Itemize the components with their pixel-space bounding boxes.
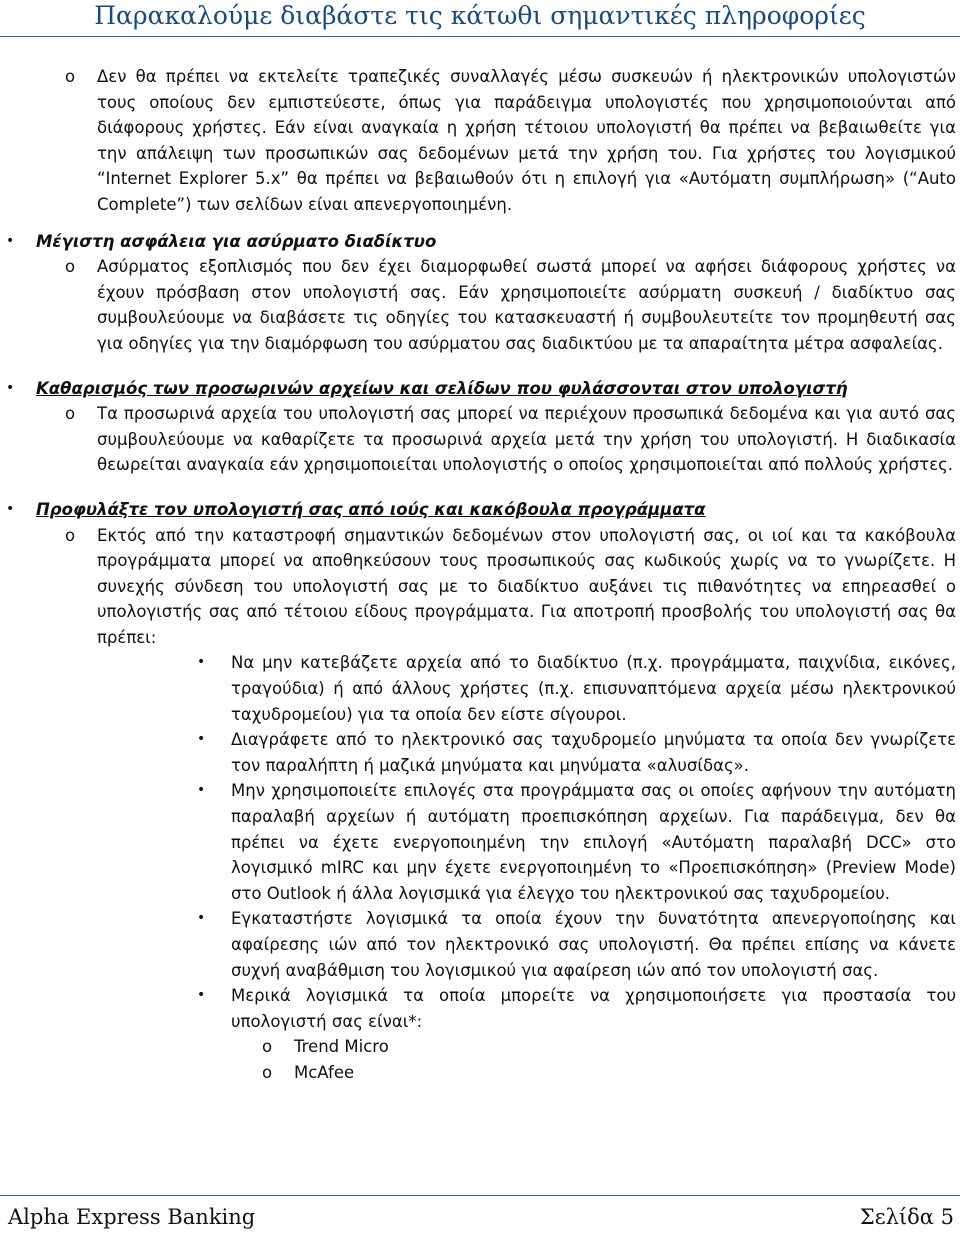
bullet-icon: •: [197, 987, 206, 1004]
section-heading: Μέγιστη ασφάλεια για ασύρματο διαδίκτυο: [36, 231, 437, 251]
vendor-list: [0, 1034, 960, 1085]
list-item: [0, 650, 960, 727]
vendor-name: McAfee: [294, 1062, 355, 1082]
bullet-icon: •: [197, 910, 206, 927]
prevention-list: [0, 650, 960, 1034]
header-divider: [0, 36, 960, 37]
header-title: Παρακαλούμε διαβάστε τις κάτωθι σημαντικές πληροφορίες: [94, 1, 866, 30]
section-wireless: [0, 229, 960, 357]
list-item: [0, 983, 960, 1034]
vendor-item: [0, 1060, 960, 1086]
footer-divider: [0, 1195, 960, 1196]
section-heading: Καθαρισμός των προσωρινών αρχείων και σελίδων που φυλάσσονται στον υπολογιστή: [36, 378, 848, 398]
list-item-text: Μην χρησιμοποιείτε επιλογές στα προγράμματα σας οι οποίες αφήνουν την αυτόματη παραλαβή αρχείων ή αυτόματη προεπισκόπηση αρχείων. Για παράδειγμα, δεν θα πρέπει να έχετε ενεργοποιημένη την επιλογή «Αυτόματη παραλαβή DCC» στο λογισμικό mIRC και μην έχετε ενεργοποιημένη το «Προεπισκόπηση» (Preview Mode) στο Outlook ή άλλα λογισμικά για έλεγχο του ηλεκτρονικού σας ταχυδρομείου.: [231, 781, 956, 903]
page-header: [0, 0, 960, 46]
page-number: Σελίδα 5: [859, 1205, 954, 1229]
list-item-text: Εγκαταστήστε λογισμικά τα οποία έχουν την δυνατότητα απενεργοποίησης και αφαίρεσης ιών από τον ηλεκτρονικό σας υπολογιστή. Θα πρέπει επίσης να κάνετε συχνή αναβάθμιση του λογισμικού για αφαίρεση ιών από τον υπολογιστή σας.: [231, 909, 956, 980]
vendor-item: [0, 1034, 960, 1060]
list-marker: o: [262, 1062, 273, 1082]
list-item-text: Να μην κατεβάζετε αρχεία από το διαδίκτυο (π.χ. προγράμματα, παιχνίδια, εικόνες, τραγούδια) ή από άλλους χρήστες (π.χ. επισυναπτόμενα αρχεία μέσω ηλεκτρονικού ταχυδρομείου) για τα οποία δεν είστε σίγουροι.: [231, 653, 956, 724]
list-marker: o: [65, 67, 76, 86]
vendor-name: Trend Micro: [294, 1037, 389, 1057]
list-marker: o: [65, 404, 76, 424]
list-item: [0, 906, 960, 983]
bullet-icon: •: [197, 731, 206, 748]
section-item: [0, 523, 960, 651]
list-item-text: Διαγράφετε από το ηλεκτρονικό σας ταχυδρομείο μηνύματα τα οποία δεν γνωρίζετε τον παραλήπτη ή μαζικά μηνύματα και μηνύματα «αλυσίδας».: [231, 730, 956, 775]
bullet-icon: •: [197, 782, 206, 799]
section-text: Τα προσωρινά αρχεία του υπολογιστή σας μπορεί να περιέχουν προσωπικά δεδομένα και για αυτό σας συμβουλεύουμε να καθαρίζετε τα προσωρινά αρχεία μετά την χρήση του υπολογιστή. Η διαδικασία θεωρείται αναγκαία εάν χρησιμοποιείται υπολογιστής ο οποίος χρησιμοποιείται από πολλούς χρήστες.: [97, 404, 956, 475]
list-marker: o: [262, 1037, 273, 1057]
section-heading-row: [0, 376, 960, 402]
list-item-text: Μερικά λογισμικά τα οποία μπορείτε να χρησιμοποιήσετε για προστασία του υπολογιστή σας είναι*:: [231, 986, 956, 1031]
section-text: Ασύρματος εξοπλισμός που δεν έχει διαμορφωθεί σωστά μπορεί να αφήσει διάφορους χρήστες να έχουν πρόσβαση στον υπολογιστή σας. Εάν χρησιμοποιείτε ασύρματη συσκευή / διαδίκτυο σας συμβουλεύουμε να διαβάσετε τις οδηγίες του κατασκευαστή ή συμβουλευτείτε τον προμηθευτή σας για οδηγίες για την διαμόρφωση του ασύρματου σας διαδικτύου με τα απαραίτητα μέτρα ασφαλείας.: [97, 257, 956, 353]
section-heading-row: [0, 229, 960, 255]
list-item: [0, 727, 960, 778]
section-text: Εκτός από την καταστροφή σημαντικών δεδομένων στον υπολογιστή σας, οι ιοί και τα κακόβουλα προγράμματα μπορεί να αποθηκεύσουν τους προσωπικούς σας κωδικούς χωρίς να το γνωρίζετε. Η συνεχής σύνδεση του υπολογιστή σας με το διαδίκτυο αυξάνει τις πιθανότητες να επηρεασθεί ο υπολογιστής σας από τέτοιου είδους προγράμματα. Για αποτροπή προσβολής του υπολογιστή σας θα πρέπει:: [97, 525, 956, 647]
section-viruses: [0, 497, 960, 1086]
intro-item: [0, 64, 960, 218]
bullet-icon: •: [197, 654, 206, 671]
list-marker: o: [65, 525, 76, 545]
list-marker: o: [65, 257, 76, 277]
section-heading-row: [0, 497, 960, 523]
section-temp-files: [0, 376, 960, 478]
section-item: [0, 401, 960, 478]
footer-brand: Alpha Express Banking: [8, 1205, 256, 1229]
page-footer: [0, 1200, 960, 1234]
bullet-icon: •: [6, 232, 15, 249]
section-heading: Προφυλάξτε τον υπολογιστή σας από ιούς και κακόβουλα προγράμματα: [36, 499, 706, 519]
intro-text: Δεν θα πρέπει να εκτελείτε τραπεζικές συναλλαγές μέσω συσκευών ή ηλεκτρονικών υπολογιστών τους οποίους δεν εμπιστεύεστε, όπως για παράδειγμα υπολογιστές που χρησιμοποιούνται από διάφορους χρήστες. Εάν είναι αναγκαία η χρήση τέτοιου υπολογιστή θα πρέπει να βεβαιωθείτε για την απάλειψη των προσωπικών σας δεδομένων μετά την χρήση του. Για χρήστες του λογισμικού “Internet Explorer 5.x” θα πρέπει να βεβαιωθούν ότι η επιλογή για «Αυτόματη συμπλήρωση» (“Auto Complete”) των σελίδων είναι απενεργοποιημένη.: [97, 67, 956, 214]
list-item: [0, 778, 960, 906]
bullet-icon: •: [6, 379, 15, 396]
document-body: [0, 64, 960, 1086]
bullet-icon: •: [6, 500, 15, 517]
section-item: [0, 254, 960, 356]
